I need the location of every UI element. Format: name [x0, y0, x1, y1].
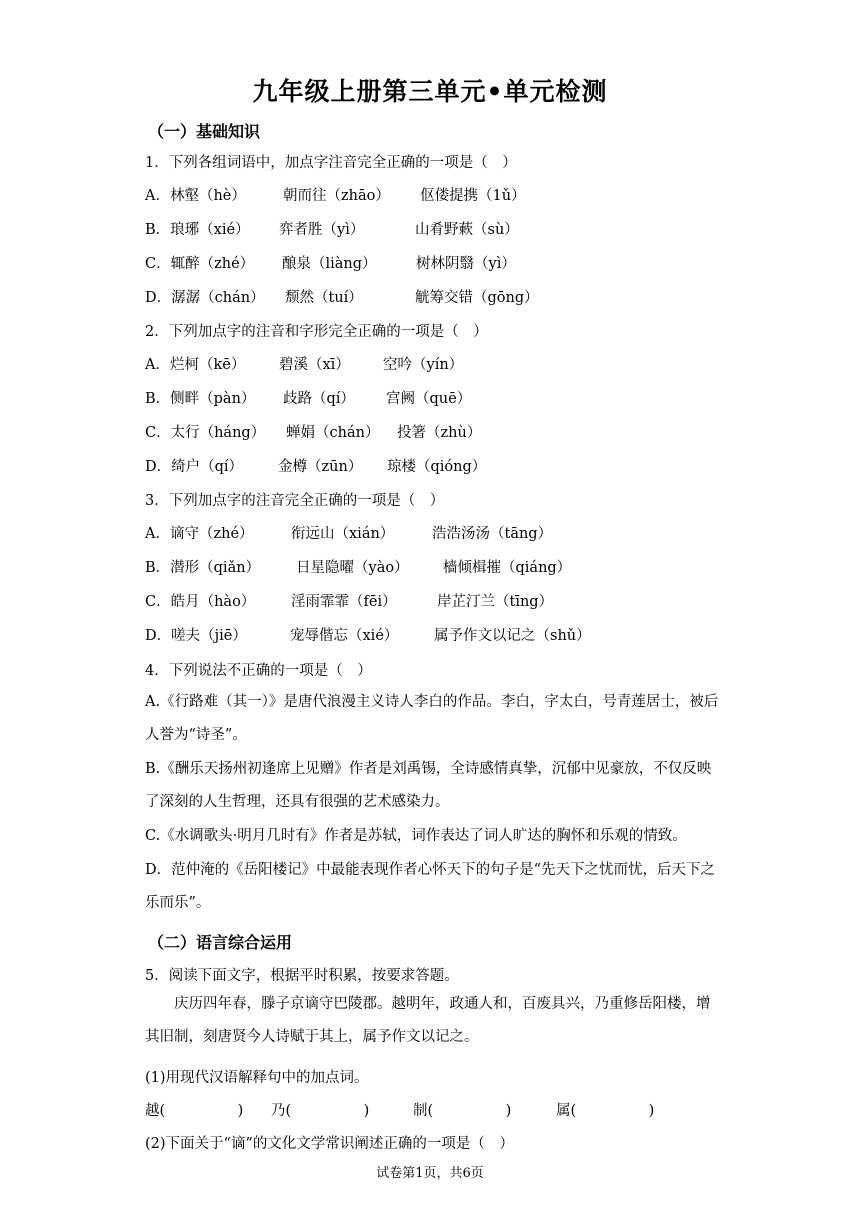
question-1-option-c: [145, 252, 745, 272]
question-4-option-c: C.《水调歌头·明月几时有》作者是苏轼，词作表达了词人旷达的胸怀和乐观的情致。: [145, 828, 687, 844]
question-1-stem: 1．下列各组词语中，加点字注音完全正确的一项是（ ）: [145, 155, 517, 171]
option-item: D．潺潺（chán）: [145, 290, 265, 306]
option-item: 琼楼（qióng）: [387, 459, 487, 475]
option-item: 宠辱偕忘（xié）: [290, 628, 399, 644]
option-item: 属予作文以记之（shǔ）: [434, 628, 591, 644]
option-item: A．林壑（hè）: [145, 188, 246, 204]
option-item: 伛偻提携（1ǔ）: [420, 188, 526, 204]
option-item: A．谪守（zhé）: [145, 526, 254, 542]
option-item: 衔远山（xián）: [291, 526, 395, 542]
question-3-option-c: [145, 590, 745, 610]
option-item: 朝而往（zhāo）: [283, 188, 390, 204]
option-item: B．侧畔（pàn）: [145, 391, 256, 407]
sub-question-1: (1)用现代汉语解释句中的加点词。: [145, 1070, 369, 1086]
option-item: 投箸（zhù）: [397, 425, 482, 441]
blank-yue[interactable]: 越( ): [145, 1103, 244, 1119]
option-item: D．嗟夫（jiē）: [145, 628, 247, 644]
page-title: 九年级上册第三单元•单元检测: [252, 77, 608, 106]
option-item: 弈者胜（yì）: [279, 222, 365, 238]
blank-nai[interactable]: 乃( ): [271, 1103, 370, 1119]
question-2-option-b: [145, 387, 745, 407]
option-item: 宫阙（quē）: [386, 391, 472, 407]
question-2-option-a: [145, 353, 745, 373]
option-item: 歧路（qí）: [283, 391, 355, 407]
option-item: 樯倾楫摧（qiáng）: [443, 560, 572, 576]
option-item: 蝉娟（chán）: [286, 425, 380, 441]
question-3-stem: 3．下列加点字的注音完全正确的一项是（ ）: [145, 493, 445, 509]
option-item: B．潜形（qiǎn）: [145, 560, 261, 576]
option-item: 酿泉（liàng）: [282, 256, 377, 272]
question-4-option-b: B.《酬乐天扬州初逢席上见赠》作者是刘禹锡，全诗感情真挚，沉郁中见豪放，不仅反映了深刻的人生哲理，还具有很强的艺术感染力。: [145, 761, 712, 810]
question-1-option-b: [145, 218, 745, 238]
question-3-option-a: [145, 522, 745, 542]
question-1-option-a: [145, 184, 745, 204]
question-3-option-d: [145, 624, 745, 644]
blank-zhu[interactable]: 属( ): [556, 1103, 655, 1119]
option-item: 岸芷汀兰（tīng）: [437, 594, 554, 610]
option-item: 颓然（tuí）: [285, 290, 363, 306]
question-2-option-d: [145, 455, 745, 475]
option-item: A．烂柯（kē）: [145, 357, 246, 373]
question-2-option-c: [145, 421, 745, 441]
question-3-option-b: [145, 556, 745, 576]
option-item: 浩浩汤汤（tāng）: [432, 526, 553, 542]
option-item: D．绮户（qí）: [145, 459, 244, 475]
option-item: 空吟（yín）: [383, 357, 464, 373]
question-4-stem: 4．下列说法不正确的一项是（ ）: [145, 663, 372, 679]
question-1-option-d: [145, 286, 745, 306]
option-item: 碧溪（xī）: [279, 357, 350, 373]
option-item: 觥筹交错（gōng）: [415, 290, 539, 306]
reading-passage: 庆历四年春，滕子京谪守巴陵郡。越明年，政通人和，百废具兴，乃重修岳阳楼，增其旧制，刻唐贤今人诗赋于其上，属予作文以记之。: [145, 996, 711, 1045]
option-item: 淫雨霏霏（fēi）: [291, 594, 397, 610]
option-item: 金樽（zūn）: [278, 459, 363, 475]
option-item: 日星隐曜（yào）: [296, 560, 409, 576]
section-heading-basics: （一）基础知识: [148, 122, 261, 141]
question-2-stem: 2．下列加点字的注音和字形完全正确的一项是（ ）: [145, 324, 488, 340]
option-item: 山肴野蔌（sù）: [415, 222, 519, 238]
option-item: B．琅琊（xié）: [145, 222, 250, 238]
sub-question-2: (2)下面关于“谪”的文化文学常识阐述正确的一项是（ ）: [145, 1136, 514, 1152]
option-item: C．太行（háng）: [145, 425, 266, 441]
option-item: C．辄醉（zhé）: [145, 256, 255, 272]
blank-zhi[interactable]: 制( ): [413, 1103, 512, 1119]
page-footer: 试卷第1页，共6页: [376, 1166, 484, 1181]
question-4-option-a: A.《行路难（其一）》是唐代浪漫主义诗人李白的作品。李白，字太白，号青莲居士，被后人誉为“诗圣”。: [145, 694, 719, 743]
question-5-stem: 5．阅读下面文字，根据平时积累，按要求答题。: [145, 968, 459, 984]
fill-in-blanks-row: [145, 1099, 745, 1119]
section-heading-language-use: （二）语言综合运用: [148, 933, 293, 952]
option-item: 树林阴翳（yì）: [416, 256, 516, 272]
question-4-option-d: D．范仲淹的《岳阳楼记》中最能表现作者心怀天下的句子是“先天下之忧而忧，后天下之乐而乐”。: [145, 862, 716, 911]
option-item: C．皓月（hào）: [145, 594, 256, 610]
